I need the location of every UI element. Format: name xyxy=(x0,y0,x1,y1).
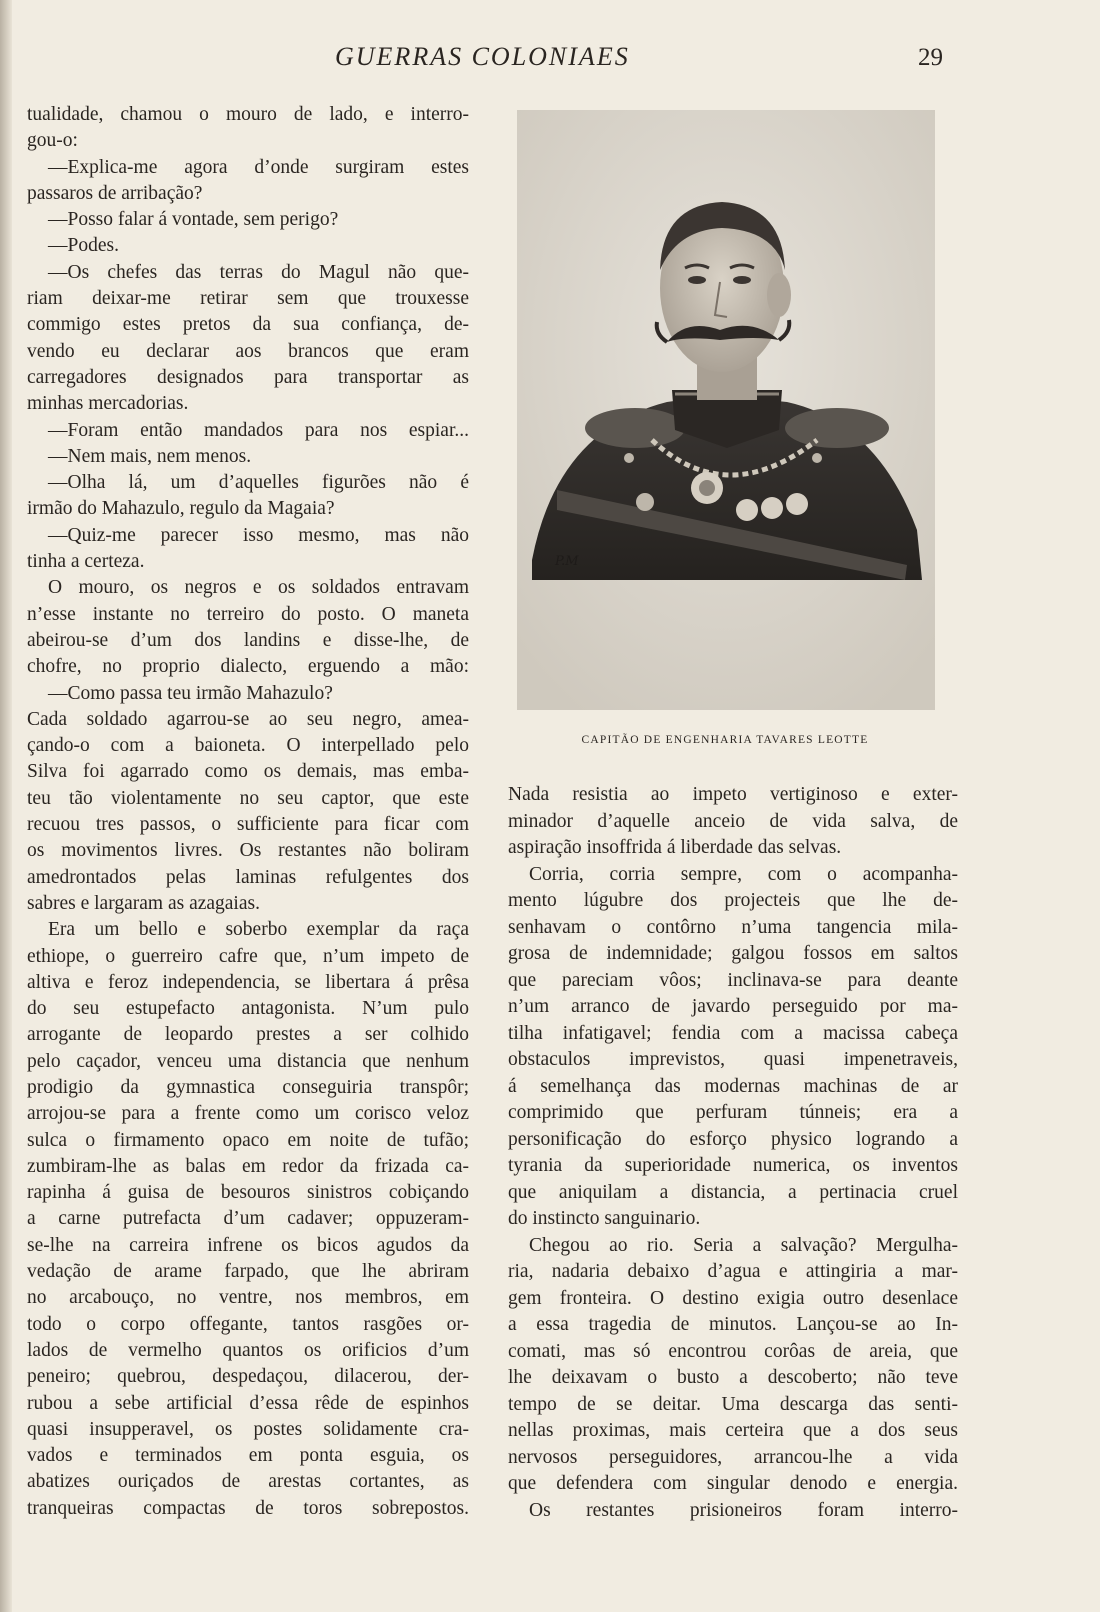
svg-text:P.M: P.M xyxy=(555,554,579,569)
text-line: sabres e largaram as azagaias. xyxy=(27,892,260,914)
text-line: Corria, corria sempre, com o acompanha- xyxy=(529,863,958,885)
text-line: amedrontados pelas laminas refulgentes dos xyxy=(27,866,469,888)
text-line: —Olha lá, um d’aquelles figurões não é xyxy=(48,472,469,494)
text-line: minador d’aquelle anceio de vida salva, de xyxy=(508,810,958,832)
text-line: —Os chefes das terras do Magul não que- xyxy=(48,261,469,283)
text-line: arrogante de leopardo prestes a ser colhido xyxy=(27,1024,469,1046)
text-line: Nada resistia ao impeto vertiginoso e exter- xyxy=(508,784,958,805)
text-line: vados e terminados em ponta esguia, os xyxy=(27,1445,469,1467)
text-line: peneiro; quebrou, despedaçou, dilacerou, der- xyxy=(27,1366,469,1388)
running-title: GUERRAS COLONIAES xyxy=(335,42,630,71)
text-line: lhe deixavam o busto a descoberto; não teve xyxy=(508,1367,958,1388)
figure-caption: CAPITÃO DE ENGENHARIA TAVARES LEOTTE xyxy=(581,734,869,746)
portrait-photograph xyxy=(517,110,935,710)
text-line: recuou tres passos, o sufficiente para ficar com xyxy=(27,814,469,836)
text-line: pelo caçador, venceu uma distancia que nenhum xyxy=(27,1050,469,1072)
text-line: se-lhe na carreira infrene os bicos agudos da xyxy=(27,1234,469,1256)
text-line: prodigio da gymnastica conseguiria transpôr; xyxy=(27,1076,469,1098)
right-text-column xyxy=(508,782,958,1524)
text-line: teu tão violentamente no seu captor, que este xyxy=(27,787,469,809)
text-line: n’esse instante no terreiro do posto. O maneta xyxy=(27,603,469,625)
text-line: rubou a sebe artificial d’essa rêde de espinhos xyxy=(27,1392,469,1414)
text-line: ria, nadaria debaixo d’agua e attingiria a mar- xyxy=(508,1261,958,1282)
text-line: tempo de se deitar. Uma descarga das senti- xyxy=(508,1393,958,1415)
text-line: á semelhança das modernas machinas de ar xyxy=(508,1075,958,1097)
text-line: çando-o com a baioneta. O interpellado pelo xyxy=(27,735,469,757)
text-line: chofre, no proprio dialecto, erguendo a mão: xyxy=(27,656,469,678)
text-line: do seu estupefacto antagonista. N’um pulo xyxy=(27,998,469,1020)
text-line: Era um bello e soberbo exemplar da raça xyxy=(48,919,469,941)
text-line: tyrania da superioridade numerica, os inventos xyxy=(508,1155,958,1176)
text-line: mento lúgubre dos projecteis que lhe de- xyxy=(508,890,958,911)
text-line: tualidade, chamou o mouro de lado, e interro- xyxy=(27,104,469,125)
text-line: do instincto sanguinario. xyxy=(508,1208,701,1229)
text-line: —Explica-me agora d’onde surgiram estes xyxy=(48,156,469,178)
text-line: zumbiram-lhe as balas em redor da frizada ca- xyxy=(27,1155,469,1177)
text-line: que pareciam vôos; inclinava-se para deante xyxy=(508,969,958,991)
text-line: —Podes. xyxy=(48,235,119,257)
text-line: arrojou-se para a frente como um corisco veloz xyxy=(27,1103,469,1125)
text-line: lados de vermelho quantos os orificios d’um xyxy=(27,1339,469,1361)
text-line: —Foram então mandados para nos espiar... xyxy=(48,419,469,441)
text-line: gou-o: xyxy=(27,130,78,152)
running-header xyxy=(0,42,1100,82)
text-line: O mouro, os negros e os soldados entravam xyxy=(48,577,469,599)
text-line: altiva e feroz independencia, se libertara á prêsa xyxy=(27,971,469,993)
text-line: gem fronteira. O destino exigia outro desenlace xyxy=(508,1287,958,1309)
text-line: Silva foi agarrado como os demais, mas emba- xyxy=(27,761,469,783)
text-line: Os restantes prisioneiros foram interro- xyxy=(529,1499,958,1521)
text-line: vendo eu declarar aos brancos que eram xyxy=(27,340,469,362)
text-line: —Posso falar á vontade, sem perigo? xyxy=(48,209,339,231)
text-line: que defendera com singular denodo e energia. xyxy=(508,1473,958,1494)
text-line: que aniquilam a distancia, a pertinacia cruel xyxy=(508,1181,958,1203)
text-line: ethiope, o guerreiro cafre que, n’um impeto de xyxy=(27,945,469,967)
page-edge-shadow xyxy=(0,0,12,1612)
text-line: personificação do esforço physico logrando a xyxy=(508,1128,958,1150)
text-line: rapinha á guisa de besouros sinistros cobiçando xyxy=(27,1182,469,1204)
page-number: 29 xyxy=(918,44,943,71)
text-line: tinha a certeza. xyxy=(27,551,145,573)
text-line: a essa tragedia de minutos. Lançou-se ao In- xyxy=(508,1314,958,1335)
text-line: riam deixar-me retirar sem que trouxesse xyxy=(27,288,469,310)
text-line: passaros de arribação? xyxy=(27,182,203,204)
text-line: todo o corpo offegante, tantos rasgões or- xyxy=(27,1313,469,1335)
text-line: abatizes ouriçados de arestas cortantes, as xyxy=(27,1471,469,1493)
text-line: Cada soldado agarrou-se ao seu negro, amea- xyxy=(27,708,469,730)
text-line: tranqueiras compactas de toros sobrepostos. xyxy=(27,1497,469,1519)
text-line: comati, mas só encontrou corôas de areia, que xyxy=(508,1340,958,1362)
text-line: senhavam o contôrno n’uma tangencia mila- xyxy=(508,916,958,938)
text-line: os movimentos livres. Os restantes não boliram xyxy=(27,840,469,862)
text-line: vedação de arame farpado, que lhe abriram xyxy=(27,1261,469,1283)
text-line: a carne putrefacta d’um cadaver; oppuzeram- xyxy=(27,1208,469,1230)
text-line: —Quiz-me parecer isso mesmo, mas não xyxy=(48,524,469,546)
left-text-column xyxy=(27,102,469,1522)
text-line: comprimido que perfuram túnneis; era a xyxy=(508,1102,958,1123)
text-line: abeirou-se d’um dos landins e disse-lhe, de xyxy=(27,629,469,651)
text-line: no arcabouço, no ventre, nos membros, em xyxy=(27,1287,469,1309)
text-line: grosa de indemnidade; galgou fossos em saltos xyxy=(508,943,958,964)
text-line: irmão do Mahazulo, regulo da Magaia? xyxy=(27,498,335,520)
text-line: —Nem mais, nem menos. xyxy=(48,445,252,467)
text-line: nellas proximas, mais certeira que a dos seus xyxy=(508,1420,958,1441)
text-line: carregadores designados para transportar as xyxy=(27,366,469,388)
text-line: aspiração insoffrida á liberdade das selvas. xyxy=(508,837,842,858)
text-line: nervosos perseguidores, arrancou-lhe a vida xyxy=(508,1446,958,1468)
text-line: tilha infatigavel; fendia com a macissa cabeça xyxy=(508,1022,958,1044)
text-line: quasi insupperavel, os postes solidamente cra- xyxy=(27,1418,469,1440)
text-line: minhas mercadorias. xyxy=(27,393,189,415)
text-line: obstaculos imprevistos, quasi impenetraveis, xyxy=(508,1049,958,1070)
text-line: Chegou ao rio. Seria a salvação? Mergulha- xyxy=(529,1234,958,1256)
text-line: n’um arranco de javardo perseguido por ma- xyxy=(508,996,958,1017)
text-line: commigo estes pretos da sua confiança, de- xyxy=(27,314,469,336)
portrait-figure xyxy=(517,110,935,710)
text-line: —Como passa teu irmão Mahazulo? xyxy=(48,682,333,704)
text-line: sulca o firmamento opaco em noite de tufão; xyxy=(27,1129,469,1151)
